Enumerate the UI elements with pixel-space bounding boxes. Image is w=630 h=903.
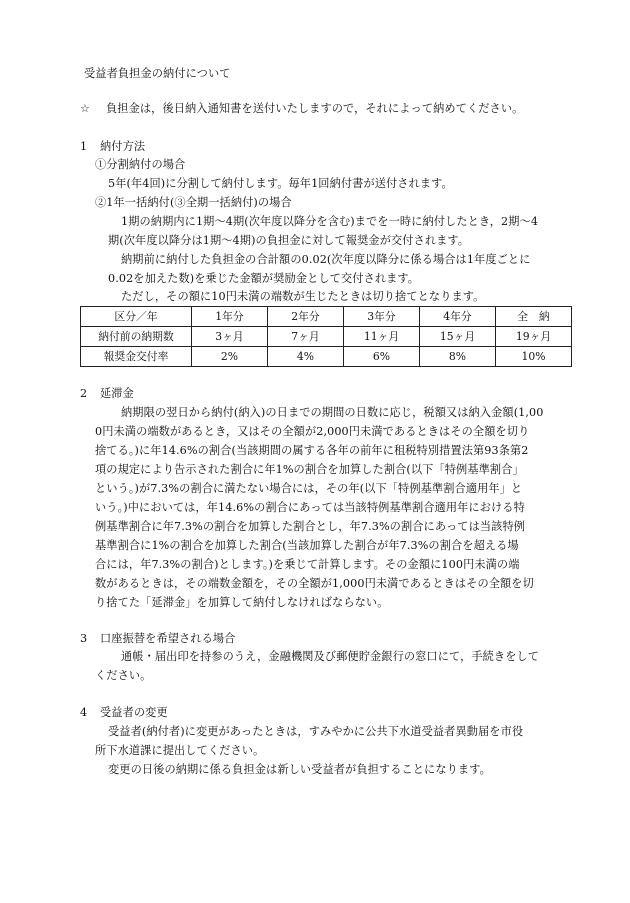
table-cell: 15ヶ月 xyxy=(420,327,496,347)
notice-line xyxy=(80,101,523,116)
section-2-line: 0円未満の端数があるとき，又はその全額が2,000円未満であるときはその全額を切り xyxy=(95,425,530,438)
notice-text: 負担金は，後日納入通知書を送付いたしますので，それによって納めてください。 xyxy=(106,102,524,115)
section-4-line: 変更の日後の納期に係る負担金は新しい受益者が負担することになります。 xyxy=(108,763,491,776)
reward-rate-table xyxy=(80,306,572,367)
section-1-line: ただし，その額に10円未満の端数が生じたときは切り捨てとなります。 xyxy=(121,290,485,303)
section-1-line: 0.02を加えた数)を乗じた金額が奨励金として交付されます。 xyxy=(108,272,420,285)
table-cell: 1年分 xyxy=(192,307,268,327)
section-2-line: 基準割合に1%の割合を加算した割合(当該加算した割合が年7.3%の割合を超える場 xyxy=(95,539,519,552)
table-cell: 10% xyxy=(496,347,572,367)
table-cell: 2% xyxy=(192,347,268,367)
section-2-heading: 2 延滞金 xyxy=(80,387,134,400)
section-2-line: 項の規定により告示された割合に年1%の割合を加算した割合(以下「特例基準割合」 xyxy=(95,463,524,476)
section-1-line: 納期前に納付した負担金の合計額の0.02(次年度以降分に係る場合は1年度ごとに xyxy=(121,253,531,266)
section-1-heading: 1 納付方法 xyxy=(80,140,146,153)
table-cell: 7ヶ月 xyxy=(268,327,344,347)
table-cell: 3ヶ月 xyxy=(192,327,268,347)
table-cell: 報奨金交付率 xyxy=(81,347,192,367)
table-cell: 19ヶ月 xyxy=(496,327,572,347)
section-1-line: ①分割納付の場合 xyxy=(95,158,186,171)
section-3-heading: 3 口座振替を希望される場合 xyxy=(80,632,236,645)
section-2-line: という。)が7.3%の割合に満たない場合には，その年(以下「特例基準割合適用年」と xyxy=(95,482,523,495)
table-cell: 2年分 xyxy=(268,307,344,327)
section-1-line: ②1年一括納付(③全期一括納付)の場合 xyxy=(95,196,292,209)
star-icon: ☆ xyxy=(80,102,91,115)
table-cell: 4% xyxy=(268,347,344,367)
section-2-line: り捨てた「延滞金」を加算して納付しなければならない。 xyxy=(95,596,389,609)
section-1-line: 5年(年4回)に分割して納付します。毎年1回納付書が送付されます。 xyxy=(108,177,453,190)
section-2-line: 例基準割合に年7.3%の割合を加算した割合とし，年7.3%の割合にあっては当該特例 xyxy=(95,520,526,533)
section-2-line: 捨てる。)に年14.6%の割合(当該期間の属する各年の前年に租税特別措置法第93条第2 xyxy=(95,444,529,457)
section-3-line: ください。 xyxy=(95,669,152,682)
section-4-line: 所下水道課に提出してください。 xyxy=(95,744,265,757)
table-cell: 区分／年 xyxy=(81,307,192,327)
section-2-line: 数があるときは，その端数金額を，その全額が1,000円未満であるときはその全額を切 xyxy=(95,577,534,590)
table-cell: 全 納 xyxy=(496,307,572,327)
table-cell: 4年分 xyxy=(420,307,496,327)
section-4-line: 受益者(納付者)に変更があったときは，すみやかに公共下水道受益者異動届を市役 xyxy=(108,725,524,738)
table-header-row xyxy=(81,307,572,327)
section-3-line: 通帳・届出印を持参のうえ，金融機関及び郵便貯金銀行の窓口にて，手続きをして xyxy=(121,650,540,663)
table-cell: 8% xyxy=(420,347,496,367)
section-1-line: 1期の納期内に1期～4期(次年度以降分を含む)までを一時に納付したとき，2期～4 xyxy=(121,215,539,228)
section-2-line: 合には，年7.3%の割合)とします。)を乗じて計算します。その金額に100円未満の端 xyxy=(95,558,520,571)
section-4-heading: 4 受益者の変更 xyxy=(80,706,168,719)
table-cell: 納付前の納期数 xyxy=(81,327,192,347)
table-cell: 3年分 xyxy=(344,307,420,327)
table-row xyxy=(81,327,572,347)
section-1-line: 期(次年度以降分は1期～4期)の負担金に対して報奨金が交付されます。 xyxy=(108,234,470,247)
section-2-line: 納期限の翌日から納付(納入)の日までの期間の日数に応じ，税額又は納入金額(1,00 xyxy=(121,406,544,419)
section-2-line: いう。)中においては，年14.6%の割合にあっては当該特例基準割合適用年における特 xyxy=(95,501,525,514)
table-cell: 11ヶ月 xyxy=(344,327,420,347)
table-cell: 6% xyxy=(344,347,420,367)
document-title: 受益者負担金の納付について xyxy=(84,67,231,80)
table-row xyxy=(81,347,572,367)
